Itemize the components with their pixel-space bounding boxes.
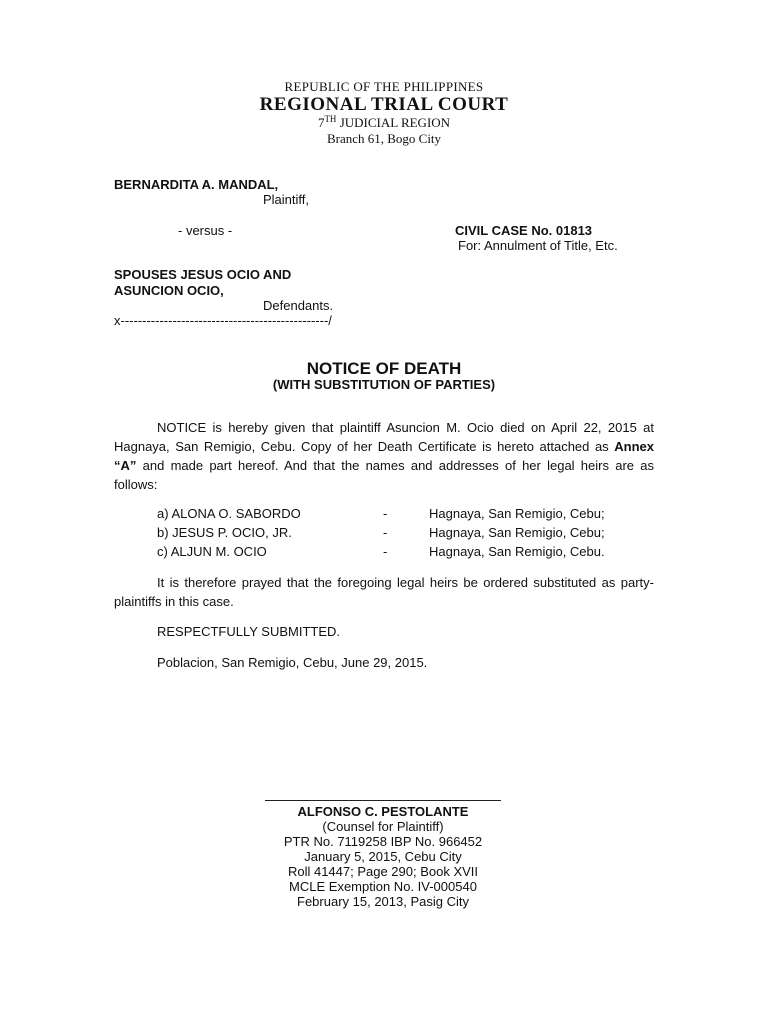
case-number: CIVIL CASE No. 01813: [455, 223, 593, 238]
heir-address: Hagnaya, San Remigio, Cebu.: [429, 544, 605, 559]
respectfully-submitted: RESPECTFULLY SUBMITTED.: [157, 624, 340, 639]
region-text: JUDICIAL REGION: [336, 115, 451, 130]
heir-name: a) ALONA O. SABORDO: [157, 506, 301, 521]
heir-dash: -: [383, 525, 388, 540]
defendants-role: Defendants.: [263, 298, 334, 313]
list-item: [157, 523, 647, 542]
header-branch: Branch 61, Bogo City: [326, 131, 442, 146]
plaintiff-role: Plaintiff,: [263, 192, 310, 207]
list-item: [157, 542, 647, 561]
heir-address: Hagnaya, San Remigio, Cebu;: [429, 506, 605, 521]
document-subtitle: (WITH SUBSTITUTION OF PARTIES): [272, 377, 496, 392]
notice-paragraph: [114, 418, 654, 494]
notice-text-start: NOTICE is hereby given that plaintiff Asuncion M. Ocio died on April 22, 2015 at Hagnaya, San Remigio, Cebu. Copy of her Death Certificate is hereto attached as: [114, 420, 654, 454]
heir-name: b) JESUS P. OCIO, JR.: [157, 525, 292, 540]
notice-text-end: and made part hereof. And that the names and addresses of her legal heirs are as follows:: [114, 458, 654, 492]
heirs-list: [157, 504, 647, 561]
heir-address: Hagnaya, San Remigio, Cebu;: [429, 525, 605, 540]
region-number: 7: [317, 115, 325, 130]
region-superscript: TH: [324, 114, 337, 124]
header-republic: REPUBLIC OF THE PHILIPPINES: [284, 79, 484, 94]
heir-name: c) ALJUN M. OCIO: [157, 544, 267, 559]
prayer-text: It is therefore prayed that the foregoing legal heirs be ordered substituted as party-plaintiffs in this case.: [114, 575, 654, 609]
mcle-exemption: MCLE Exemption No. IV-000540: [289, 879, 477, 894]
place-and-date: Poblacion, San Remigio, Cebu, June 29, 2015.: [157, 655, 428, 670]
case-subject: For: Annulment of Title, Etc.: [458, 238, 618, 253]
defendants-name-line2: ASUNCION OCIO,: [114, 283, 224, 298]
header-region: [0, 115, 768, 131]
defendants-name-line1: SPOUSES JESUS OCIO AND: [114, 267, 292, 282]
caption-separator: x------------------------------------------------/: [114, 313, 332, 328]
header-court: REGIONAL TRIAL COURT: [259, 94, 509, 115]
counsel-name: ALFONSO C. PESTOLANTE: [297, 804, 469, 819]
counsel-role: (Counsel for Plaintiff): [322, 819, 444, 834]
list-item: [157, 504, 647, 523]
signature-block: [235, 804, 531, 909]
plaintiff-name: BERNARDITA A. MANDAL,: [114, 177, 279, 192]
signature-line: [265, 800, 501, 801]
roll-number: Roll 41447; Page 290; Book XVII: [287, 864, 479, 879]
document-title: NOTICE OF DEATH: [306, 359, 462, 378]
ptr-date-place: January 5, 2015, Cebu City: [304, 849, 462, 864]
ptr-ibp-numbers: PTR No. 7119258 IBP No. 966452: [283, 834, 483, 849]
prayer-paragraph: [114, 573, 654, 611]
mcle-date-place: February 15, 2013, Pasig City: [297, 894, 469, 909]
versus-label: - versus -: [178, 223, 233, 238]
heir-dash: -: [383, 506, 388, 521]
heir-dash: -: [383, 544, 388, 559]
annex-reference: Annex “A”: [114, 439, 654, 473]
